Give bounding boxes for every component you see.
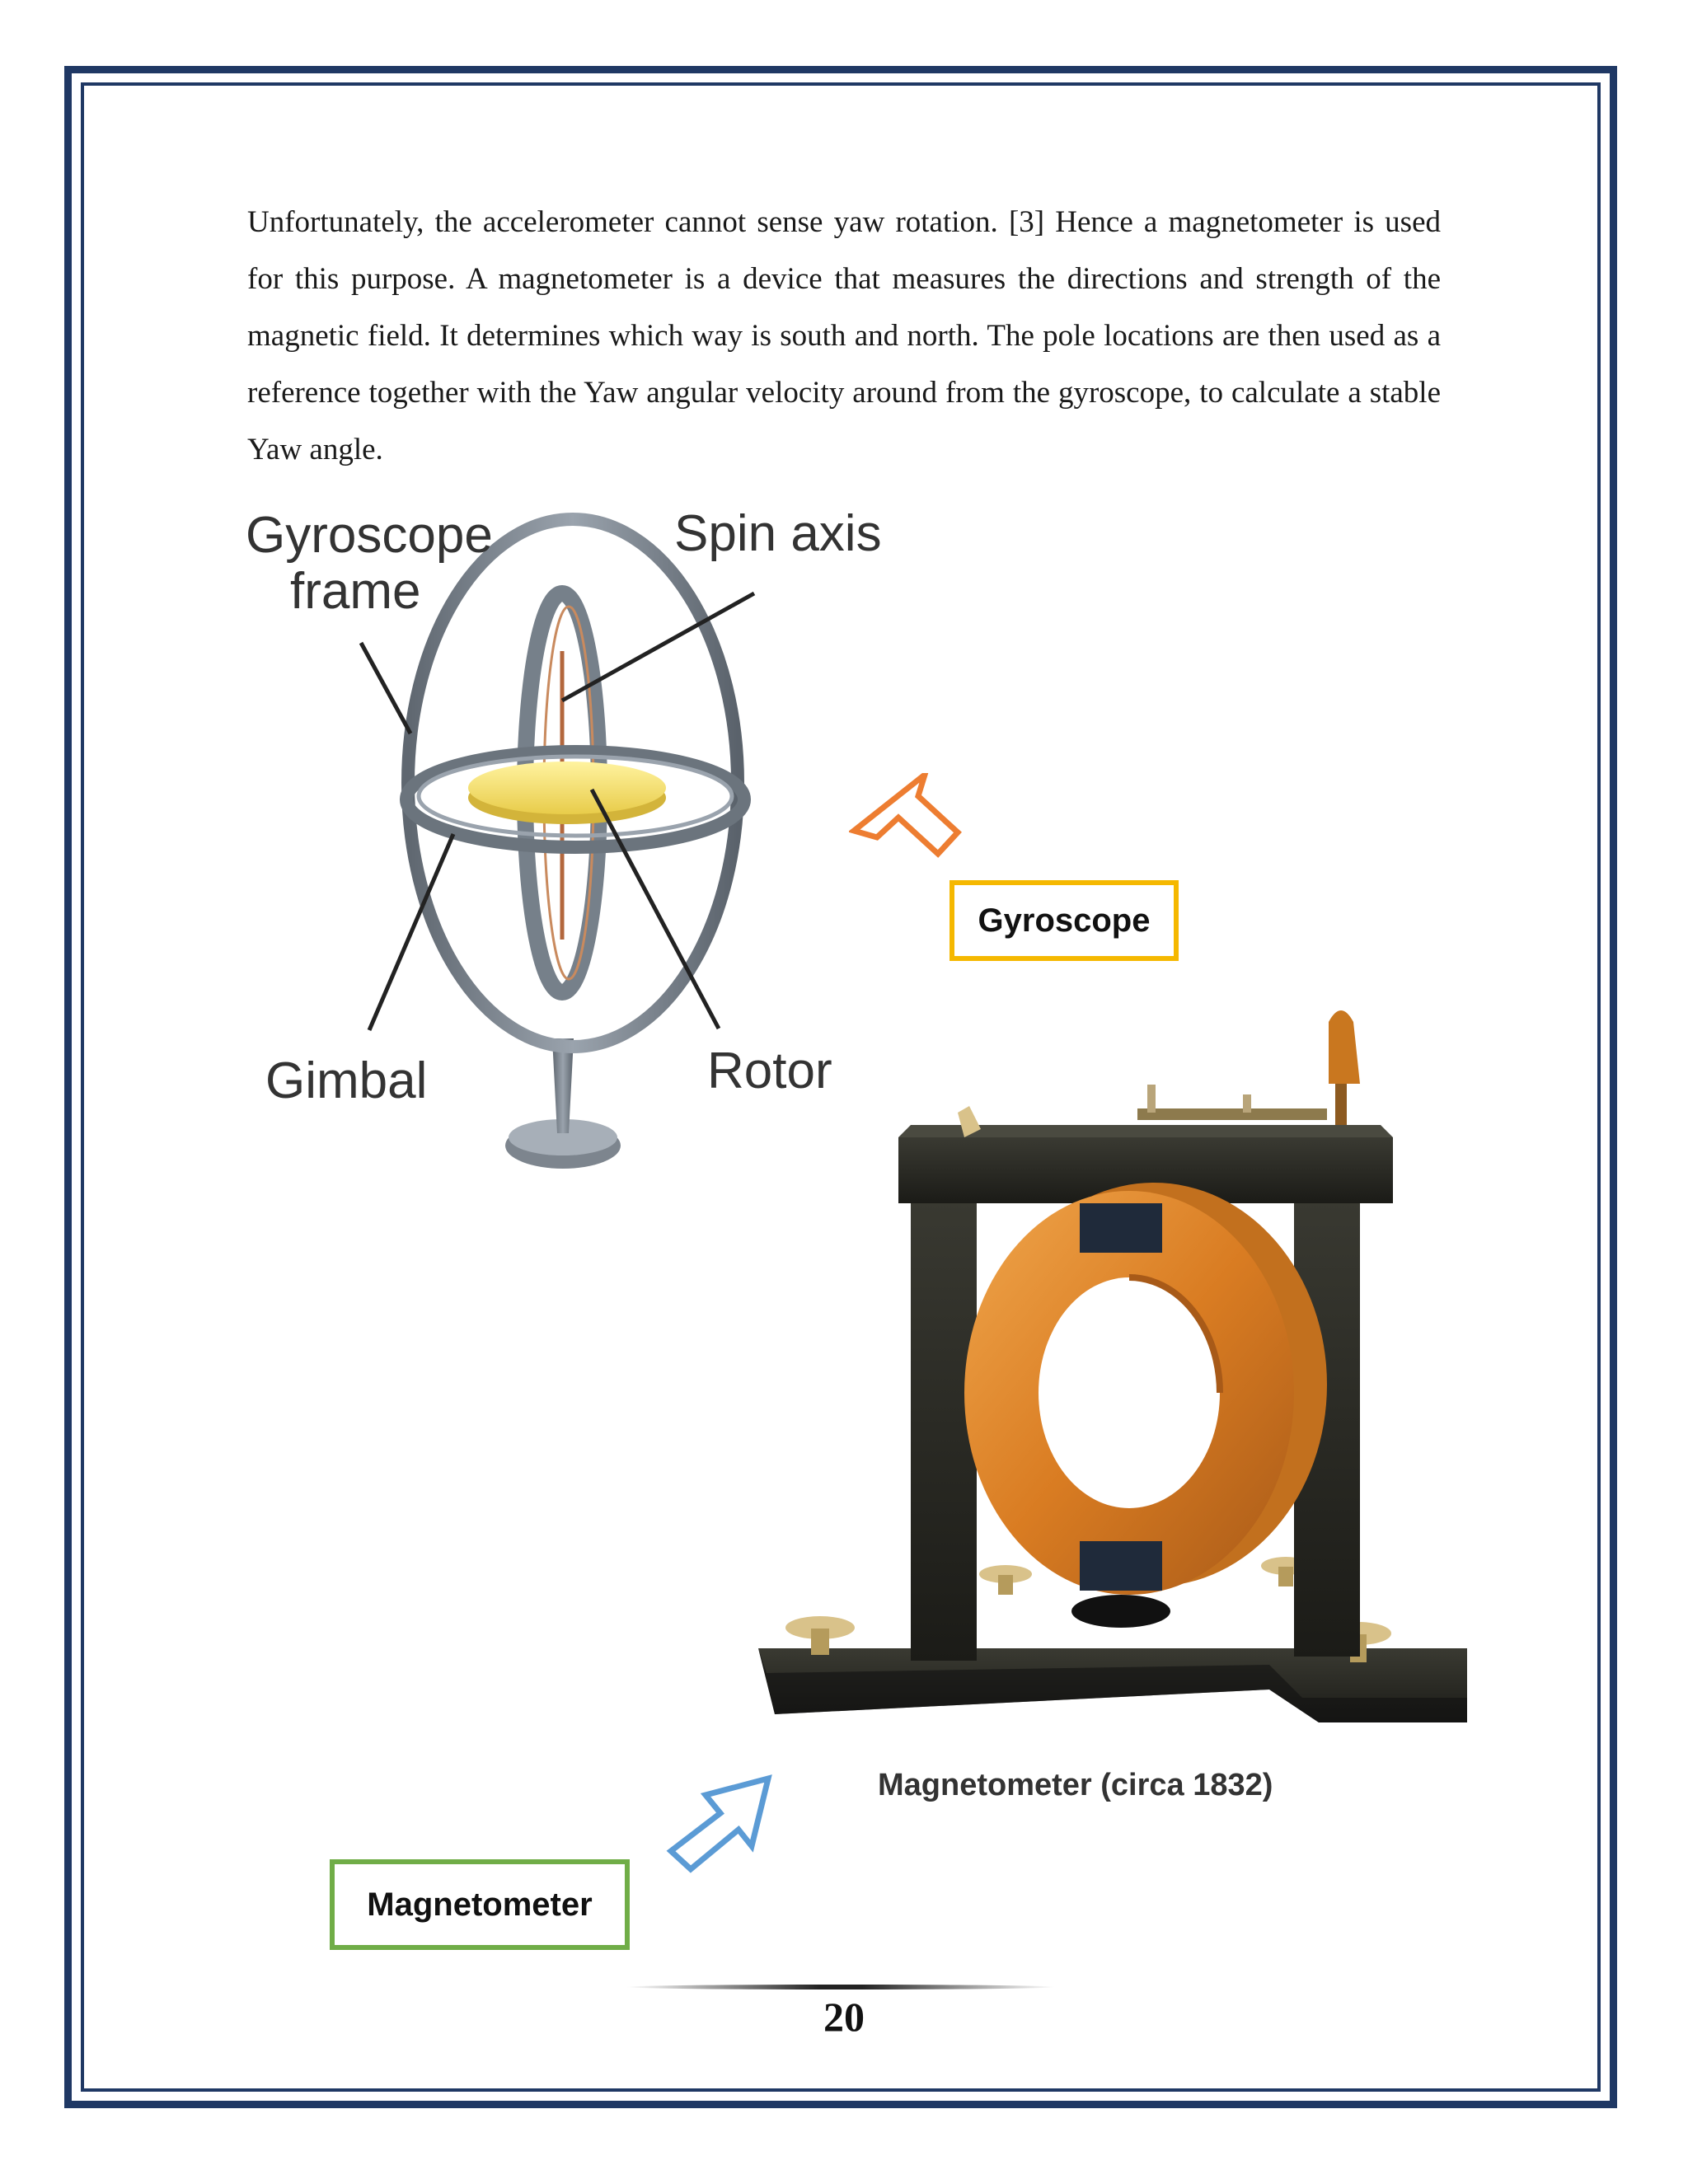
label-spin-axis: Spin axis [674, 505, 882, 562]
footer-divider [626, 1985, 1055, 1990]
page-number: 20 [823, 1994, 865, 2040]
magnetometer-callout-box [330, 1859, 630, 1950]
coil-clamp-top [1080, 1203, 1162, 1253]
label-gimbal: Gimbal [265, 1052, 428, 1109]
frame-leader-line [361, 643, 410, 733]
wooden-handle [1329, 1010, 1360, 1084]
gyroscope-callout-label: Gyroscope [978, 902, 1151, 939]
body-paragraph: Unfortunately, the accelerometer cannot sense yaw rotation. [3] Hence a magnetometer is used for this purpose. A magnetometer is a device that measures the directions and strength of the magnetic field. It determines which way is south and north. The pole locations are then used as a reference together with the Yaw angular velocity around from the gyroscope, to calculate a stable Yaw angle. [247, 205, 1441, 466]
label-gyroscope-frame-line2: frame [290, 563, 421, 620]
magnetometer-photo [742, 1005, 1467, 1854]
magnetometer-caption: Magnetometer (circa 1832) [878, 1768, 1273, 1802]
gyroscope-arrow-icon [849, 773, 964, 880]
label-gyroscope-frame-line1: Gyroscope [246, 507, 493, 564]
label-rotor: Rotor [707, 1043, 832, 1099]
coil-clamp-bottom [1080, 1541, 1162, 1591]
crank-arm [1137, 1108, 1327, 1120]
magnetometer-callout-label: Magnetometer [367, 1886, 593, 1923]
magnetometer-arrow-icon [659, 1774, 775, 1881]
gyroscope-callout-box [950, 880, 1179, 961]
compass-base [1071, 1595, 1170, 1628]
